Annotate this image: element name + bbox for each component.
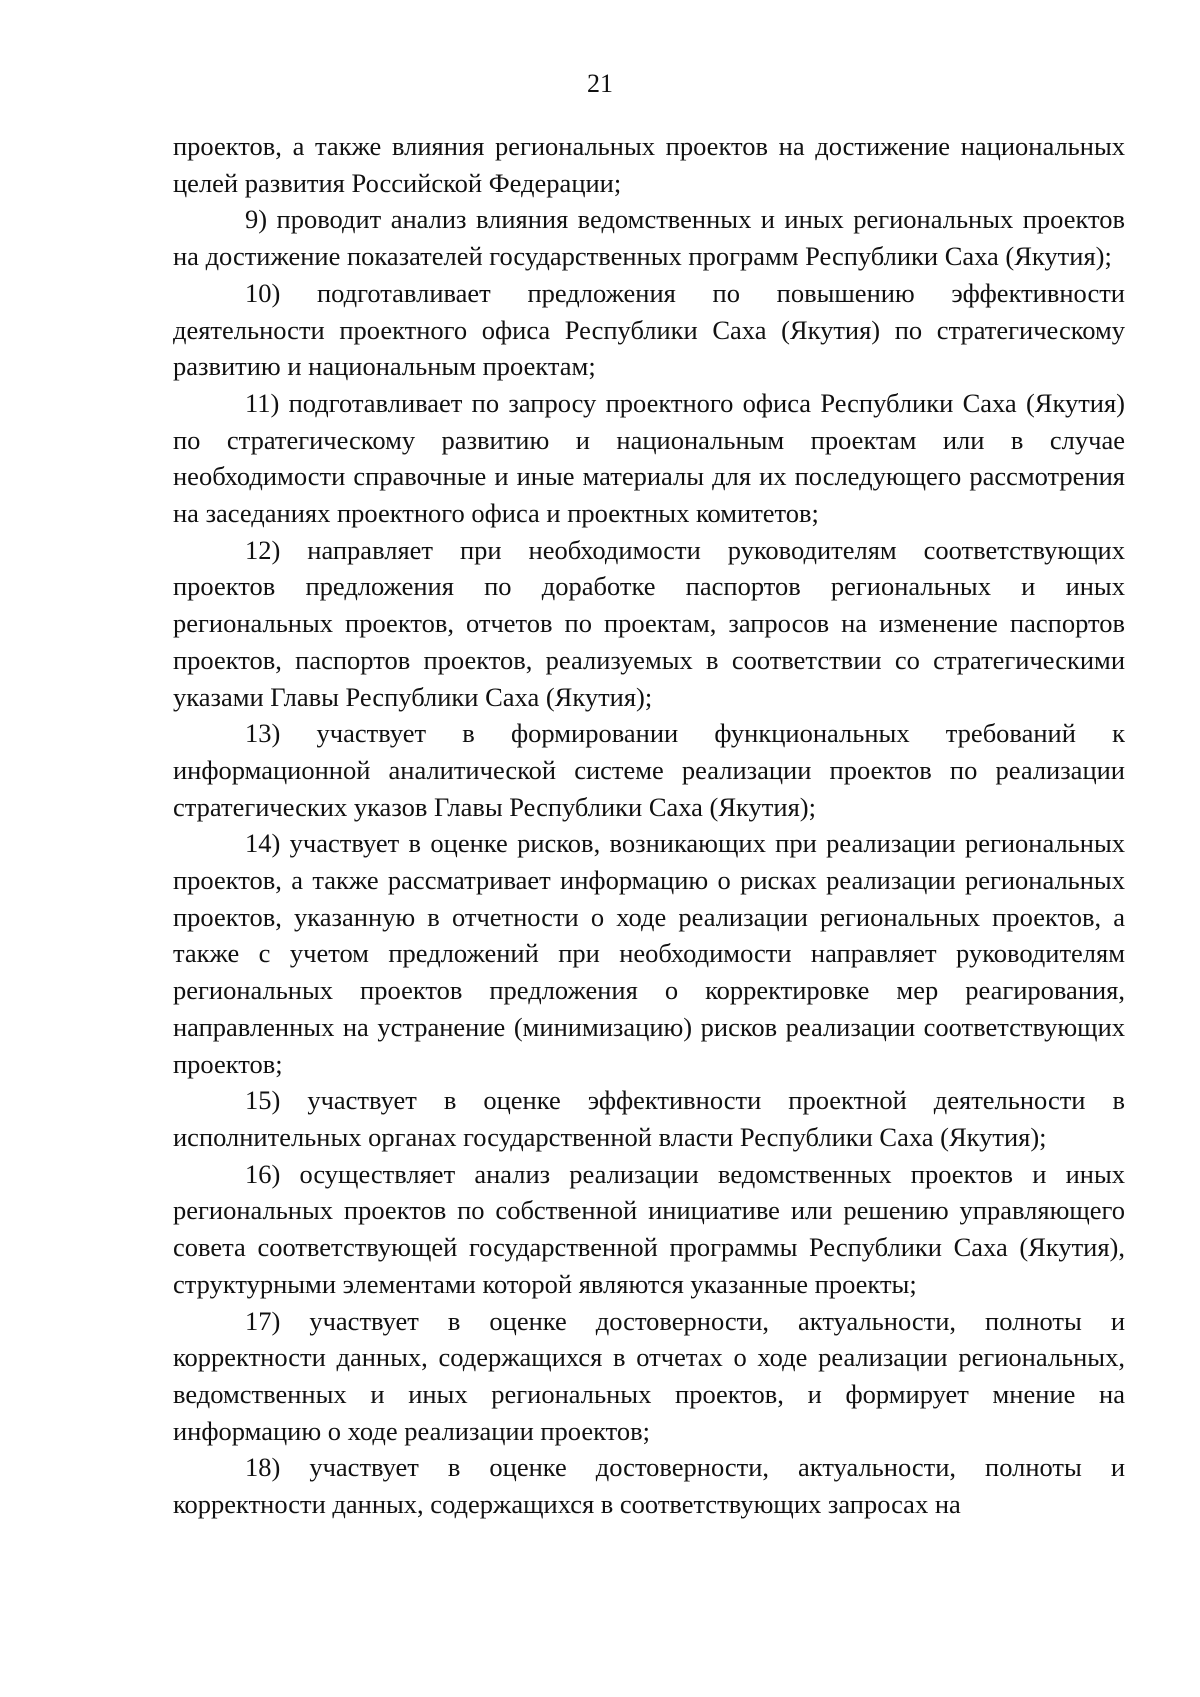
document-body	[173, 128, 1125, 1523]
paragraph-item-17: 17) участвует в оценке достоверности, актуальности, полноты и корректности данных, содержащихся в отчетах о ходе реализации региональных, ведомственных и иных региональных проектов, и формирует мнение на информацию о ходе реализации проектов;	[173, 1305, 1125, 1446]
paragraph-item-15: 15) участвует в оценке эффективности проектной деятельности в исполнительных органах государственной власти Республики Саха (Якутия);	[173, 1085, 1125, 1152]
page-number: 21	[587, 69, 613, 98]
paragraph-item-16: 16) осуществляет анализ реализации ведомственных проектов и иных региональных проектов по собственной инициативе или решению управляющего совета соответствующей государственной программы Республики Саха (Якутия), структурными элементами которой являются указанные проекты;	[173, 1158, 1125, 1299]
paragraph-item-13: 13) участвует в формировании функциональных требований к информационной аналитической системе реализации проектов по реализации стратегических указов Главы Республики Саха (Якутия);	[173, 718, 1125, 822]
paragraph-item-18: 18) участвует в оценке достоверности, актуальности, полноты и корректности данных, содержащихся в соответствующих запросах на	[173, 1452, 1125, 1520]
paragraph-item-14: 14) участвует в оценке рисков, возникающих при реализации региональных проектов, а также рассматривает информацию о рисках реализации региональных проектов, указанную в отчетности о ходе реализации региональных проектов, а также с учетом предложений при необходимости направляет руководителям региональных проектов предложения о корректировке мер реагирования, направленных на устранение (минимизацию) рисков реализации соответствующих проектов;	[173, 828, 1125, 1079]
paragraph-item-11: 11) подготавливает по запросу проектного офиса Республики Саха (Якутия) по стратегическому развитию и национальным проектам или в случае необходимости справочные и иные материалы для их последующего рассмотрения на заседаниях проектного офиса и проектных комитетов;	[173, 387, 1125, 529]
paragraph-item-9: 9) проводит анализ влияния ведомственных и иных региональных проектов на достижение показателей государственных программ Республики Саха (Якутия);	[173, 204, 1125, 272]
paragraph-item-10: 10) подготавливает предложения по повышению эффективности деятельности проектного офиса Республики Саха (Якутия) по стратегическому развитию и национальным проектам;	[173, 277, 1125, 382]
paragraph-item-12: 12) направляет при необходимости руководителям соответствующих проектов предложения по доработке паспортов региональных и иных региональных проектов, отчетов по проектам, запросов на изменение паспортов проектов, паспортов проектов, реализуемых в соответствии со стратегическими указами Главы Республики Саха (Якутия);	[173, 534, 1125, 712]
paragraph-continued: проектов, а также влияния региональных проектов на достижение национальных целей развития Российской Федерации;	[173, 131, 1125, 198]
